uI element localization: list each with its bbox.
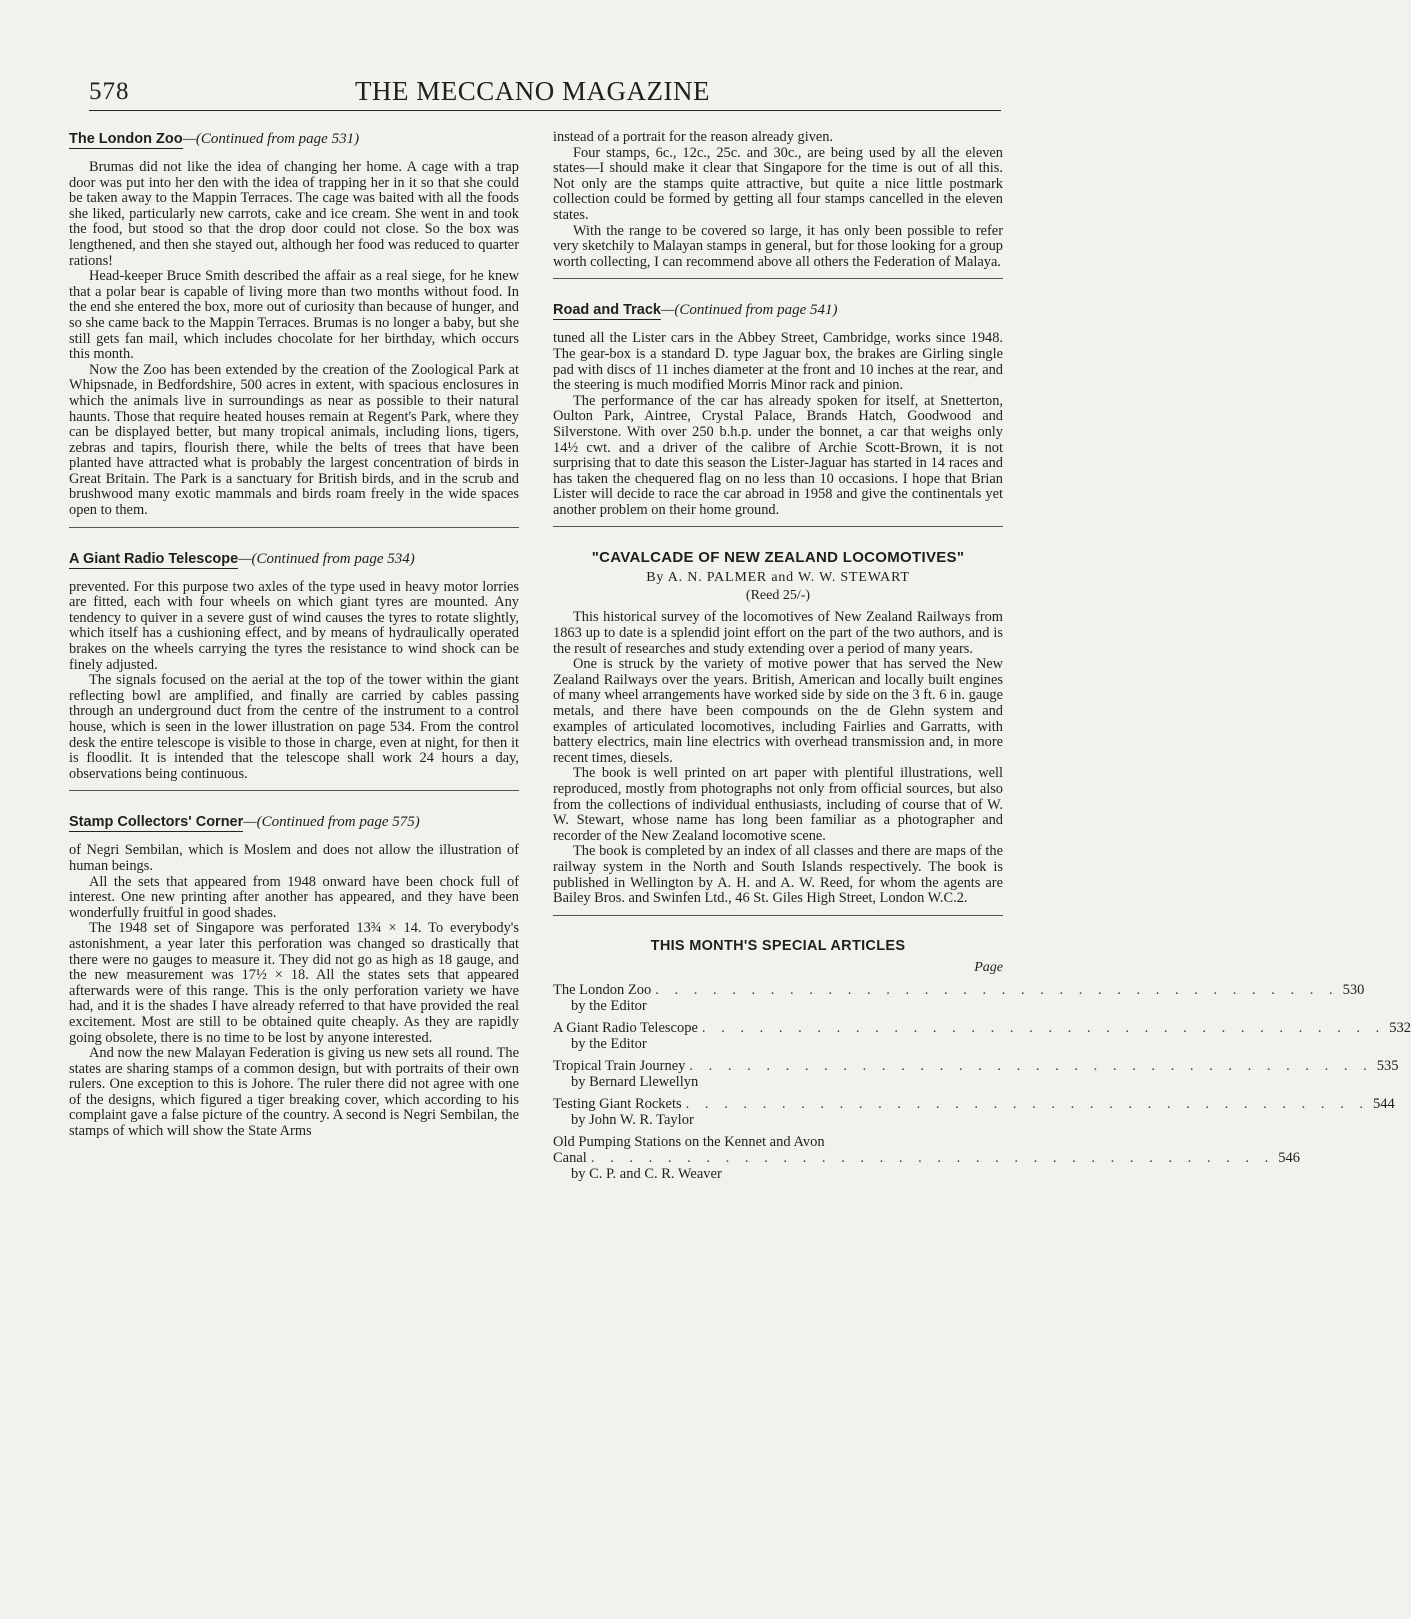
paragraph: instead of a portrait for the reason already given. [553, 129, 834, 145]
paragraph: All the sets that appeared from 1948 onward have been chock full of interest. One new printing after another has appeared, and they have been wonderfully fruitful in good shades. [69, 873, 519, 921]
left-column [69, 130, 519, 1140]
paragraph: Head-keeper Bruce Smith described the affair as a real siege, for he knew that a polar bear is capable of living more than two months without food. In the end she entered the box, more out of curiosity than because of hunger, and so she came back to the Mappin Terraces. Brumas is no longer a baby, but she still gets fan mail, which includes chocolate for her birthday, which occurs this month. [69, 268, 519, 363]
contents-entry-title-continued: Canal [553, 1149, 587, 1166]
paragraph: The book is well printed on art paper with plentiful illustrations, well reproduced, mostly from photographs not only from official sources, but also from the collections of individual enthusiasts, including of course that of W. W. Stewart, whose name has long been familiar as a photographer and recorder of the New Zealand locomotive scene. [553, 765, 1003, 844]
article-title: The London Zoo [69, 131, 183, 147]
page-header [89, 70, 1001, 114]
continued-note: —(Continued from page 534) [238, 550, 415, 567]
article-title: Road and Track [553, 302, 661, 319]
leader-dots: . . . . . . . . . . . . . . . . . . . . . . . . . . . . . . . . . . . . [689, 1057, 1373, 1074]
leader-dots: . . . . . . . . . . . . . . . . . . . . . . . . . . . . . . . . . . . . [655, 981, 1339, 998]
leader-dots: . . . . . . . . . . . . . . . . . . . . . . . . . . . . . . . . . . . . [590, 1149, 1275, 1166]
contents-entry-page: 546 [1278, 1149, 1300, 1166]
continued-note: —(Continued from page 531) [182, 131, 360, 147]
paragraph: One is struck by the variety of motive power that has served the New Zealand Railways over the years. British, American and locally built engines of many wheel arrangements have worked side by side on the 3 ft. 6 in. gauge metals, and there have been compounds on the de Glehn system and examples of articulated locomotives, including Fairlies and Garratts, with battery electrics, main line electrics with overhead transmission and, in more recent times, diesels. [553, 656, 1003, 766]
contents-entry-page: 544 [1373, 1095, 1395, 1112]
contents-entry-page: 535 [1376, 1057, 1399, 1074]
page-number: 578 [89, 78, 130, 105]
paragraph: The signals focused on the aerial at the top of the tower within the giant reflecting bowl are amplified, and finally are carried by cables passing through an underground duct from the centre of the instrument to a control house, which is seen in the lower illustration on page 534. From the control desk the entire telescope is visible to those in charge, even at night, for then it is floodlit. It is intended that the telescope shall work 24 hours a day, observations being continuous. [69, 672, 519, 782]
paragraph: prevented. For this purpose two axles of the type used in heavy motor lorries are fitted, each with four wheels on which giant tyres are mounted. Any tendency to quiver in a severe gust of wind causes the tyres to rotate slightly, which itself has a cushioning effect, and by means of hydraulically operated brakes on the wheels carrying the tyres the resistance to wind shock can be finely adjusted. [69, 578, 519, 673]
paragraph: This historical survey of the locomotives of New Zealand Railways from 1863 up to date is a splendid joint effort on the part of the two authors, and is the result of researches and study extending over a period of many years. [553, 609, 1003, 657]
header-rule [89, 110, 1001, 111]
leader-dots: . . . . . . . . . . . . . . . . . . . . . . . . . . . . . . . . . . . . [701, 1019, 1386, 1036]
contents-entry-page: 532 [1389, 1019, 1411, 1036]
contents-page-label: Page [974, 959, 1003, 975]
contents-entry-title: Tropical Train Journey [553, 1057, 686, 1074]
paragraph: And now the new Malayan Federation is giving us new sets all round. The states are sharing stamps of a common design, but with portraits of their own rulers. One exception to this is Johore. The ruler there did not agree with one of the designs, which figured a tiger breaking cover, which according to his complaint gave a false picture of the country. A second is Negri Sembilan, the stamps of which will show the State Arms [69, 1045, 519, 1140]
continued-note: —(Continued from page 541) [660, 302, 838, 319]
paragraph: tuned all the Lister cars in the Abbey Street, Cambridge, works since 1948. The gear-box is a standard D. type Jaguar box, the brakes are Girling single pad with discs of 11 inches diameter at the front and 10 inches at the rear, and the steering is much modified Morris Minor rack and pinion. [553, 330, 1003, 394]
article-heading-radio-telescope [69, 550, 519, 568]
section-divider [69, 790, 519, 791]
paragraph: Four stamps, 6c., 12c., 25c. and 30c., are being used by all the eleven states—I should make it clear that Singapore for the time is out of all this. Not only are the stamps quite attractive, but quite a nice little postmark collection could be formed by getting all four stamps cancelled in the eleven states. [553, 144, 1003, 223]
article-heading-stamp-corner [69, 813, 519, 831]
contents-entry-author: by the Editor [571, 997, 647, 1014]
book-review-byline: By A. N. PALMER and W. W. STEWART [646, 570, 910, 586]
article-title: A Giant Radio Telescope [69, 550, 239, 567]
continued-note: —(Continued from page 575) [243, 814, 420, 831]
paragraph: The performance of the car has already spoken for itself, at Snetterton, Oulton Park, Aintree, Crystal Palace, Brands Hatch, Goodwood and Silverstone. With over 250 b.h.p. under the bonnet, a car that weighs only 14½ cwt. and a driver of the calibre of Archie Scott-Brown, it is not surprising that to date this season the Lister-Jaguar has started in 14 races and has taken the chequered flag on no less than 10 occasions. I hope that Brian Lister will decide to race the car abroad in 1958 and give the continentals yet another problem on their home ground. [553, 392, 1003, 518]
magazine-title: THE MECCANO MAGAZINE [355, 76, 710, 106]
contents-entry-title: Testing Giant Rockets [553, 1095, 682, 1112]
section-divider [69, 527, 519, 528]
contents-entry [553, 981, 1365, 1014]
book-review-title: "CAVALCADE OF NEW ZEALAND LOCOMOTIVES" [591, 549, 965, 567]
contents-entry-author: by John W. R. Taylor [571, 1111, 694, 1128]
section-divider [553, 278, 1003, 279]
paragraph: of Negri Sembilan, which is Moslem and does not allow the illustration of human beings. [69, 842, 519, 874]
contents-entry-title: Old Pumping Stations on the Kennet and Avon [553, 1133, 825, 1150]
contents-entry-author: by Bernard Llewellyn [571, 1073, 699, 1090]
contents-entry-title: A Giant Radio Telescope [553, 1019, 698, 1036]
section-divider [553, 526, 1003, 527]
right-column [553, 129, 1411, 1188]
article-title: Stamp Collectors' Corner [69, 814, 244, 831]
contents-entry-author: by the Editor [571, 1035, 647, 1052]
section-divider [553, 915, 1003, 916]
paragraph: With the range to be covered so large, it has only been possible to refer very sketchily to Malayan stamps in general, but for those looking for a group worth collecting, I can recommend above all others the Federation of Malaya. [553, 222, 1003, 270]
contents-entry [553, 1057, 1399, 1090]
contents-entry [553, 1019, 1411, 1052]
paragraph: The book is completed by an index of all classes and there are maps of the railway system in the North and South Islands respectively. The book is published in Wellington by A. H. and A. W. Reed, for whom the agents are Bailey Bros. and Swinfen Ltd., 46 St. Giles High Street, London W.C.2. [553, 843, 1003, 907]
contents-entry-title: The London Zoo [553, 981, 652, 998]
leader-dots: . . . . . . . . . . . . . . . . . . . . . . . . . . . . . . . . . . . . [685, 1095, 1370, 1112]
paragraph: Now the Zoo has been extended by the creation of the Zoological Park at Whipsnade, in Bedfordshire, 500 acres in extent, with spacious enclosures in which the animals live in surroundings as near as possible to their natural haunts. Those that require heated houses remain at Regent's Park, where they can be displayed better, but many tropical animals, including lions, tigers, zebras and tapirs, flourish there, while the belts of trees that have been planted have attracted what is probably the largest concentration of birds in Great Britain. The Park is a sanctuary for British birds, and in the scrub and brushwood many exotic mammals and birds roam freely in the wide spaces open to them. [69, 361, 519, 519]
contents-entry [553, 1095, 1395, 1128]
contents-title: THIS MONTH'S SPECIAL ARTICLES [650, 937, 906, 954]
paragraph: Brumas did not like the idea of changing her home. A cage with a trap door was put into her den with the idea of trapping her in it so that she could be taken away to the Mappin Terraces. The cage was baited with all the foods she liked, particularly new carrots, cake and ice cream. She went in and took the food, but stood so that the drop door could not close. So the box was lengthened, and then she stayed out, although her food was reduced to quarter rations! [69, 159, 519, 269]
contents-entry-author: by C. P. and C. R. Weaver [571, 1165, 722, 1182]
paragraph: The 1948 set of Singapore was perforated 13¾ × 14. To everybody's astonishment, a year later this perforation was changed so drastically that there were no gauges to measure it. They did not go as high as 18 gauge, and the new measurement was 17½ × 18. All the states sets that appeared afterwards were of this range. This is the only perforation variety we have had, and it is the shades I have already referred to that have provided the real excitement. Most are still to be obtained quite cheaply. As they are rapidly going obsolete, there is no time to be lost by anyone interested. [69, 920, 519, 1046]
contents-entry-page: 530 [1342, 981, 1365, 998]
contents-entry [553, 1133, 1300, 1182]
article-heading-road-track [553, 301, 1003, 319]
book-review-price: (Reed 25/-) [745, 588, 811, 604]
article-heading-london-zoo [69, 130, 519, 148]
